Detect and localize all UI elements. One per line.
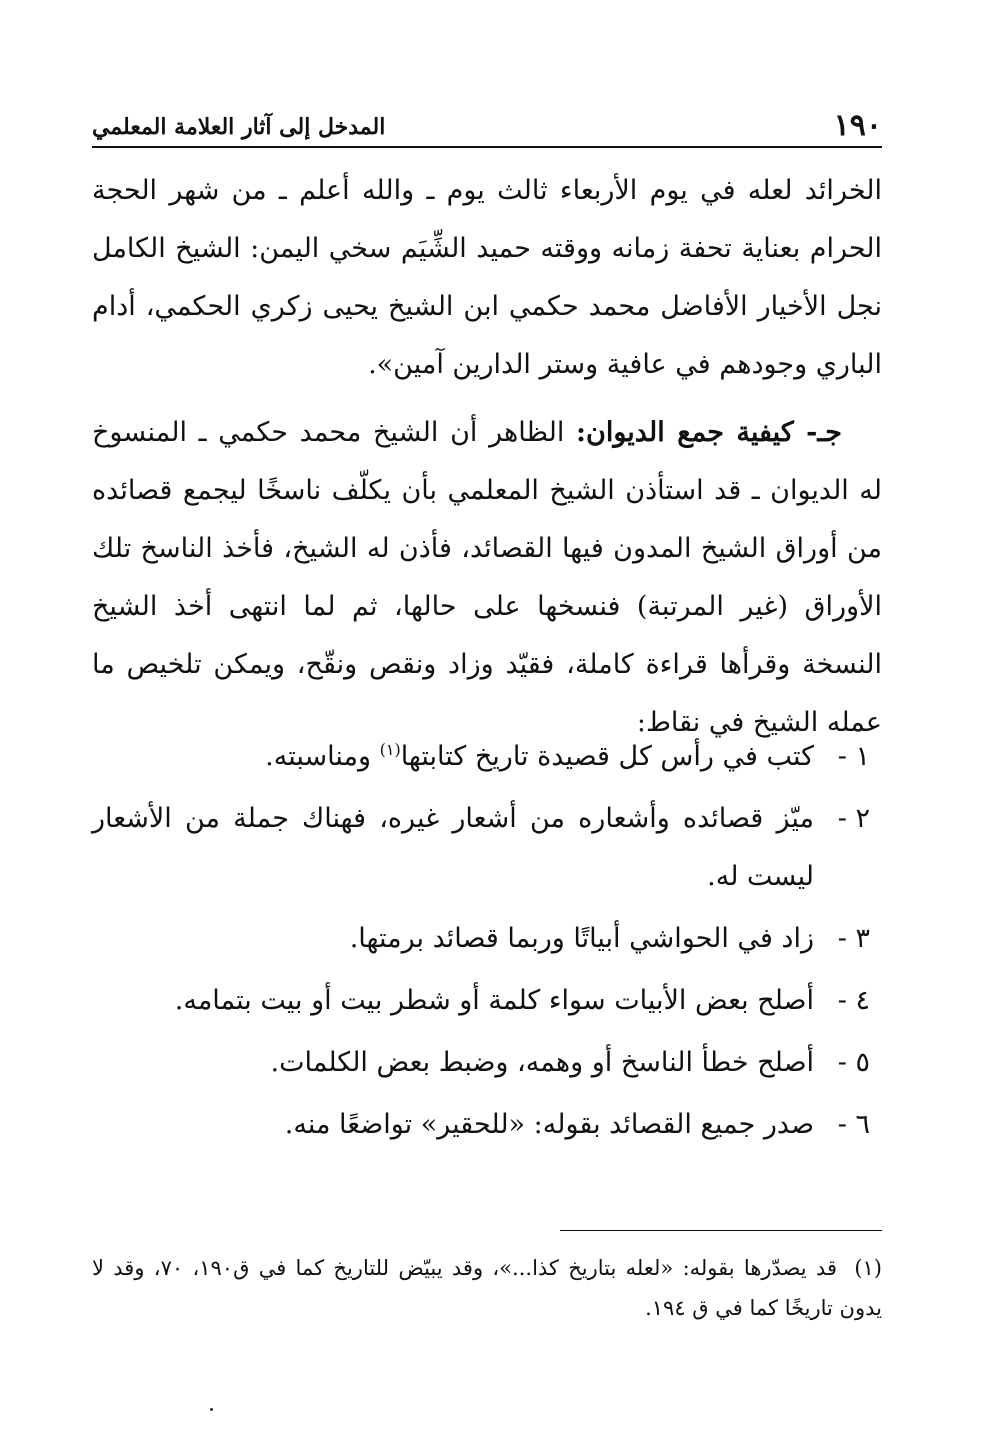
footnote-text: قد يصدّرها بقوله: «لعله بتاريخ كذا...»، وقد يبيّض للتاريخ كما في ق١٩٠، ٧٠، وقد لا يدون تاريخًا كما في ق ١٩٤. <box>92 1256 882 1320</box>
paragraph-2 <box>92 404 882 752</box>
list-item-text: أصلح بعض الأبيات سواء كلمة أو شطر بيت أو بيت بتمامه. <box>174 985 814 1016</box>
numbered-list <box>92 728 882 1158</box>
list-item-number: ٥ - <box>837 1047 870 1078</box>
paragraph-1: الخرائد لعله في يوم الأربعاء ثالث يوم ـ والله أعلم ـ من شهر الحجة الحرام بعناية تحفة زمانه ووقته حميد الشِّيَم سخي اليمن: الشيخ الكامل نجل الأخيار الأفاضل محمد حكمي ابن الشيخ يحيى زكري الحكمي، أدام الباري وجودهم في عافية وستر الدارين آمين». <box>92 175 882 380</box>
header-rule <box>92 146 882 148</box>
list-item-number: ٦ - <box>837 1109 870 1140</box>
list-item <box>92 1034 882 1092</box>
footnote-rule <box>560 1230 882 1231</box>
list-item <box>92 1096 882 1154</box>
list-item-text: أصلح خطأ الناسخ أو وهمه، وضبط بعض الكلمات. <box>270 1047 814 1078</box>
footnote <box>92 1248 882 1328</box>
footnote-number: (١) <box>854 1256 882 1280</box>
list-item-text: ميّز قصائده وأشعاره من أشعار غيره، فهناك جملة من الأشعار ليست له. <box>92 803 814 892</box>
page-header <box>92 108 882 144</box>
page-number: ١٩٠ <box>833 108 882 143</box>
list-item <box>92 790 882 906</box>
running-title: المدخل إلى آثار العلامة المعلمي <box>92 114 386 140</box>
list-item-text: صدر جميع القصائد بقوله: «للحقير» تواضعًا منه. <box>284 1109 814 1140</box>
list-item-number: ٣ - <box>837 923 870 954</box>
list-item <box>92 910 882 968</box>
footnote-reference: (١) <box>379 740 401 759</box>
list-item-text-part: كتب في رأس كل قصيدة تاريخ كتابتها <box>400 741 814 772</box>
list-item <box>92 972 882 1030</box>
list-item-text-part: ومناسبته. <box>265 741 380 772</box>
paragraph-2-text: الظاهر أن الشيخ محمد حكمي ـ المنسوخ له الديوان ـ قد استأذن الشيخ المعلمي بأن يكلّف ناسخًا ليجمع قصائده من أوراق الشيخ المدون فيها القصائد، فأذن له الشيخ، فأخذ الناسخ تلك الأوراق (غير المرتبة) فنسخها على حالها، ثم لما انتهى أخذ الشيخ النسخة وقرأها قراءة كاملة، فقيّد وزاد ونقص ونقّح، ويمكن تلخيص ما عمله الشيخ في نقاط: <box>92 417 882 738</box>
page-speck <box>210 1408 213 1411</box>
list-item-number: ٢ - <box>837 803 870 834</box>
list-item-text: زاد في الحواشي أبياتًا وربما قصائد برمتها. <box>349 923 814 954</box>
list-item <box>92 728 882 786</box>
main-text <box>92 162 882 752</box>
list-item-number: ٤ - <box>837 985 870 1016</box>
section-label: جـ- كيفية جمع الديوان: <box>576 417 842 448</box>
list-item-text <box>92 728 814 786</box>
list-item-number: ١ - <box>837 741 870 772</box>
